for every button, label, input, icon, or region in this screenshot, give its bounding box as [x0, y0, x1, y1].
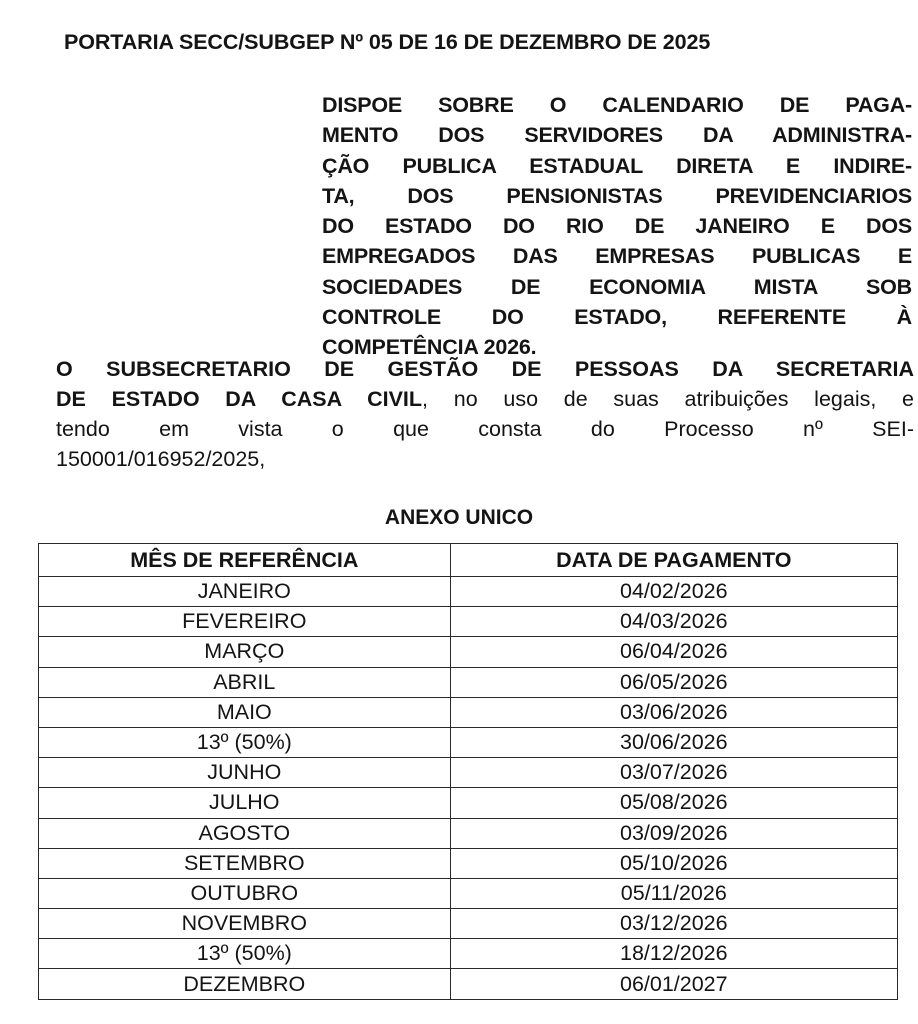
preamble-regular-text: , no uso de suas atribuições legais, e	[422, 387, 914, 411]
preamble-line: tendo em vista o que consta do Processo nº SEI-	[56, 417, 914, 441]
ementa-line: DO ESTADO DO RIO DE JANEIRO E DOS	[322, 214, 912, 239]
table-row	[39, 878, 898, 908]
table-row	[39, 939, 898, 969]
ementa-line: EMPREGADOS DAS EMPRESAS PUBLICAS E	[322, 244, 912, 269]
preamble-bold-text: DE ESTADO DA CASA CIVIL	[56, 387, 423, 411]
payment-date-cell: 06/04/2026	[450, 637, 897, 667]
table-row	[39, 909, 898, 939]
payment-date-cell: 06/05/2026	[450, 667, 897, 697]
payment-date-cell: 03/09/2026	[450, 818, 897, 848]
reference-month-cell: JUNHO	[39, 758, 451, 788]
table-row	[39, 969, 898, 999]
table-row	[39, 758, 898, 788]
ementa-line: SOCIEDADES DE ECONOMIA MISTA SOB	[322, 274, 912, 299]
reference-month-cell: SETEMBRO	[39, 848, 451, 878]
preamble-paragraph	[56, 354, 914, 474]
reference-month-cell: AGOSTO	[39, 818, 451, 848]
table-row	[39, 697, 898, 727]
ementa-line: CONTROLE DO ESTADO, REFERENTE À	[322, 305, 912, 330]
payment-date-cell: 05/08/2026	[450, 788, 897, 818]
document-title: PORTARIA SECC/SUBGEP Nº 05 DE 16 DE DEZEMBRO DE 2025	[64, 30, 711, 54]
payment-date-cell: 18/12/2026	[450, 939, 897, 969]
ementa-line: ÇÃO PUBLICA ESTADUAL DIRETA E INDIRE-	[322, 153, 912, 178]
payment-date-cell: 04/02/2026	[450, 577, 897, 607]
table-body	[39, 577, 898, 1000]
reference-month-cell: 13º (50%)	[39, 939, 451, 969]
column-header-date: DATA DE PAGAMENTO	[450, 544, 897, 577]
column-header-month: MÊS DE REFERÊNCIA	[39, 544, 451, 577]
ementa-line: MENTO DOS SERVIDORES DA ADMINISTRA-	[322, 123, 912, 148]
reference-month-cell: NOVEMBRO	[39, 909, 451, 939]
reference-month-cell: JULHO	[39, 788, 451, 818]
preamble-line: 150001/016952/2025,	[56, 447, 266, 471]
reference-month-cell: MAIO	[39, 697, 451, 727]
payment-calendar-table	[38, 543, 898, 1000]
annex-title: ANEXO UNICO	[384, 506, 534, 529]
table-row	[39, 848, 898, 878]
payment-date-cell: 05/11/2026	[450, 878, 897, 908]
table-row	[39, 577, 898, 607]
reference-month-cell: FEVEREIRO	[39, 607, 451, 637]
table-row	[39, 788, 898, 818]
table-row	[39, 818, 898, 848]
payment-date-cell: 05/10/2026	[450, 848, 897, 878]
preamble-line	[56, 384, 914, 414]
reference-month-cell: 13º (50%)	[39, 727, 451, 757]
payment-date-cell: 04/03/2026	[450, 607, 897, 637]
ementa-line: DISPOE SOBRE O CALENDARIO DE PAGA-	[322, 93, 912, 117]
ementa-block	[322, 90, 912, 363]
table-row	[39, 667, 898, 697]
reference-month-cell: MARÇO	[39, 637, 451, 667]
payment-date-cell: 03/07/2026	[450, 758, 897, 788]
table-row	[39, 637, 898, 667]
reference-month-cell: DEZEMBRO	[39, 969, 451, 999]
payment-date-cell: 06/01/2027	[450, 969, 897, 999]
table-header-row	[39, 544, 898, 577]
table-row	[39, 727, 898, 757]
payment-date-cell: 03/06/2026	[450, 697, 897, 727]
preamble-line: O SUBSECRETARIO DE GESTÃO DE PESSOAS DA SECRETARIA	[56, 357, 914, 381]
ementa-line: TA, DOS PENSIONISTAS PREVIDENCIARIOS	[322, 183, 912, 208]
table-row	[39, 607, 898, 637]
reference-month-cell: ABRIL	[39, 667, 451, 697]
payment-date-cell: 30/06/2026	[450, 727, 897, 757]
reference-month-cell: OUTUBRO	[39, 878, 451, 908]
reference-month-cell: JANEIRO	[39, 577, 451, 607]
ementa-line: COMPETÊNCIA 2026.	[322, 335, 537, 360]
payment-date-cell: 03/12/2026	[450, 909, 897, 939]
